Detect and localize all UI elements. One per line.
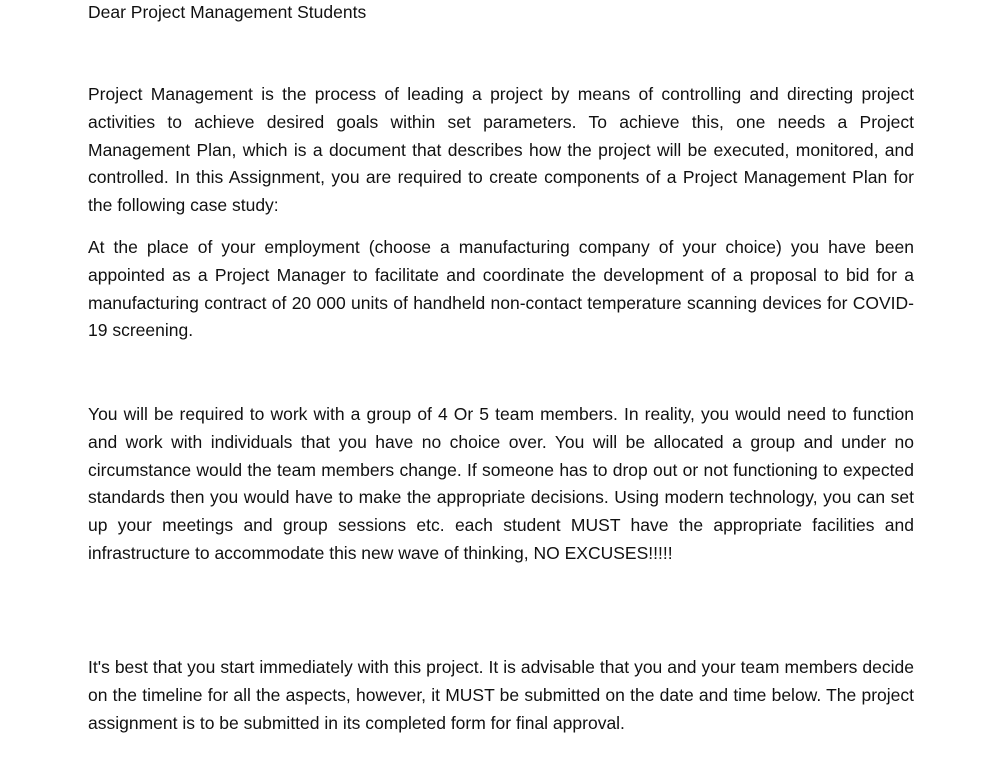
paragraph-introduction: Project Management is the process of leading a project by means of controlling and directing project activities to achieve desired goals within set parameters. To achieve this, one needs a Project Management Plan, which is a document that describes how the project will be executed, monitored, and controlled. In this Assignment, you are required to create components of a Project Management Plan for the following case study: xyxy=(88,84,914,216)
paragraph-team-requirements: You will be required to work with a group of 4 Or 5 team members. In reality, you would need to function and work with individuals that you have no choice over. You will be allocated a group and under no circumstance would the team members change. If someone has to drop out or not functioning to expected standards then you would have to make the appropriate decisions. Using modern technology, you can set up your meetings and group sessions etc. each student MUST have the appropriate facilities and infrastructure to accommodate this new wave of thinking, NO EXCUSES!!!!! xyxy=(88,404,914,563)
salutation: Dear Project Management Students xyxy=(88,2,367,22)
paragraph-submission: It's best that you start immediately with this project. It is advisable that you and your team members decide on the timeline for all the aspects, however, it MUST be submitted on the date and time below. The project assignment is to be submitted in its completed form for final approval. xyxy=(88,657,914,733)
paragraph-case-study: At the place of your employment (choose a manufacturing company of your choice) you have been appointed as a Project Manager to facilitate and coordinate the development of a proposal to bid for a manufacturing contract of 20 000 units of handheld non-contact temperature scanning devices for COVID-19 screening. xyxy=(88,237,914,341)
